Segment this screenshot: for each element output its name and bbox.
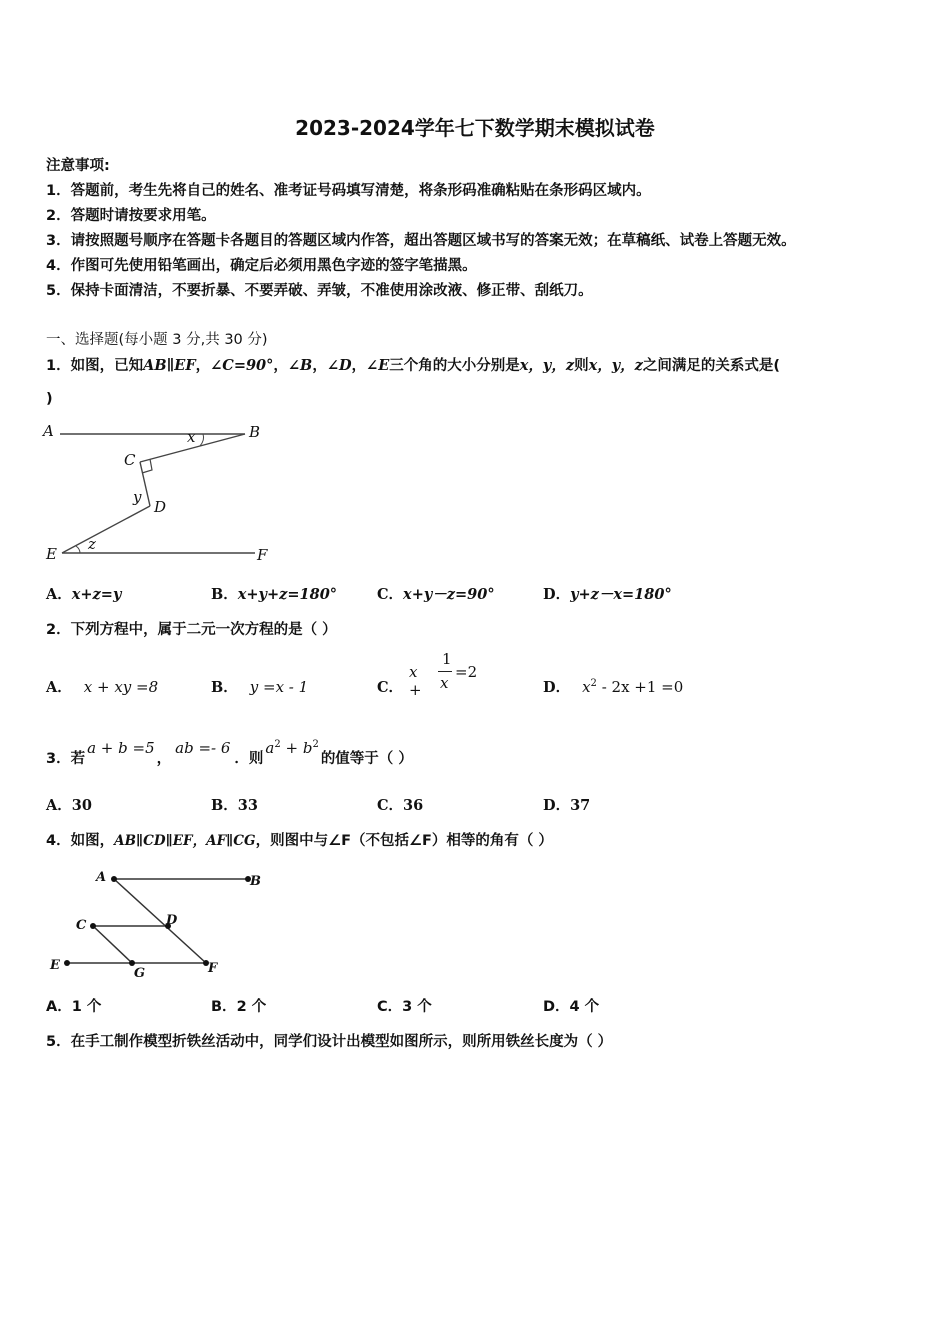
question-1-text: 1．如图，已知AB∥EF，∠C=90°，∠B，∠D，∠E三个角的大小分别是x，y，z则x，y，z之间满足的关系式是(: [46, 357, 781, 374]
q4-option-d[interactable]: D．4 个: [543, 999, 600, 1015]
point-label-a: A: [96, 870, 107, 885]
point-label-e: E: [50, 958, 60, 973]
exam-page: 2023-2024学年七下数学期末模拟试卷 注意事项: 1．答题前，考生先将自己的姓名、准考证号码填写清楚，将条形码准确粘贴在条形码区域内。 2．答题时请按要求用笔。 3．请按照题号顺序在答题卡各题目的答题区域内作答，超出答题区域书写的答案无效；在草稿纸、试卷上答题无效。 4．作图可先使用铅笔画出，确定后必须用黑色字迹的签字笔描黑。 5．保持卡面清洁，不要折暴、不要弄破、弄皱，不准使用涂改液、修正带、刮纸刀。 一、选择题(每小题 3 分,共 30 分) 1．如图，已知AB∥EF，∠C=90°，∠B，∠D，∠E三个角的大小分别是x，y，z则x，y，z之间满足的关系式是( ) A B C D E F x y z A．x+z=y B．x+y+z=180° C．x+y－z=90° D．y+z－x=180° 2．下列方程中，属于二元一次方程的是（ ） A． x + xy =8 B． y =x - 1 C． x + 1 x =2 D． $x^2 - 2x +1 =0$ 3．若a + b =5，ab =- 6．则$a^2 + b^2$的值等于（ ） A．30 B．33 C．36 D．37 4．如图，AB∥CD∥EF，AF∥CG，则图中与∠F（不包括∠F）相等的角有（ ） A B C D E G F A．1 个 B．2 个 C．3 个 D．4 个 5．在手工制作模型折铁丝活动中，同学们设计出模型如图所示，则所用铁丝长度为（ ）: [0, 0, 950, 1344]
question-4-text: 4．如图，AB∥CD∥EF，AF∥CG，则图中与∠F（不包括∠F）相等的角有（ ）: [46, 833, 553, 849]
q2-option-c[interactable]: C．: [377, 679, 404, 696]
point-label-f: F: [208, 961, 218, 976]
point-label-e: E: [46, 545, 57, 563]
q3-option-a[interactable]: A．30: [46, 797, 92, 814]
point-label-c: C: [76, 918, 87, 933]
point-label-d: D: [154, 498, 167, 516]
point-label-g: G: [134, 966, 146, 981]
line-cg: [93, 926, 132, 963]
q2-option-b[interactable]: B． y =x - 1: [211, 678, 309, 696]
notice-item: 4．作图可先使用铅笔画出，确定后必须用黑色字迹的签字笔描黑。: [46, 258, 477, 274]
notice-item: 3．请按照题号顺序在答题卡各题目的答题区域内作答，超出答题区域书写的答案无效；在草稿纸、试卷上答题无效。: [46, 233, 796, 249]
point-a: [111, 876, 117, 882]
point-label-a: A: [43, 422, 54, 440]
q1-option-b[interactable]: B．x+y+z=180°: [211, 586, 338, 603]
q4-figure: [44, 864, 274, 984]
q4-option-a[interactable]: A．1 个: [46, 999, 102, 1015]
angle-label-y: y: [133, 488, 142, 506]
point-e: [64, 960, 70, 966]
point-label-f: F: [257, 546, 268, 564]
notice-item: 2．答题时请按要求用笔。: [46, 208, 216, 224]
angle-arc-x: [200, 434, 204, 446]
q4-option-b[interactable]: B．2 个: [211, 999, 267, 1015]
q3-expression: $a^2 + b^2$: [265, 739, 319, 757]
q2-option-d[interactable]: D． $x^2 - 2x +1 =0$: [543, 678, 684, 696]
angle-label-z: z: [88, 535, 96, 553]
angle-arc-z: [76, 546, 80, 553]
point-label-b: B: [249, 423, 261, 441]
q1-option-a[interactable]: A．x+z=y: [46, 586, 122, 603]
point-c: [90, 923, 96, 929]
page-title: 2023-2024学年七下数学期末模拟试卷: [295, 116, 655, 140]
point-label-b: B: [250, 874, 261, 889]
q1-figure: [40, 418, 280, 568]
q4-option-c[interactable]: C．3 个: [377, 999, 432, 1015]
notice-item: 5．保持卡面清洁，不要折暴、不要弄破、弄皱，不准使用涂改液、修正带、刮纸刀。: [46, 283, 593, 299]
fraction-bar: [438, 671, 452, 672]
question-3-text: 3．若a + b =5，ab =- 6．则$a^2 + b^2$的值等于（ ）: [46, 739, 413, 767]
q3-option-d[interactable]: D．37: [543, 797, 591, 814]
q3-option-c[interactable]: C．36: [377, 797, 424, 814]
point-label-c: C: [124, 451, 136, 469]
q1-option-c[interactable]: C．x+y－z=90°: [377, 586, 495, 603]
angle-label-x: x: [187, 428, 196, 446]
question-2-text: 2．下列方程中，属于二元一次方程的是（ ）: [46, 622, 337, 638]
q3-option-b[interactable]: B．33: [211, 797, 258, 814]
line-af: [114, 879, 206, 963]
notice-item: 1．答题前，考生先将自己的姓名、准考证号码填写清楚，将条形码准确粘贴在条形码区域内。: [46, 183, 651, 199]
q1-option-d[interactable]: D．y+z－x=180°: [543, 586, 672, 603]
point-label-d: D: [166, 913, 178, 928]
q2-option-a[interactable]: A． x + xy =8: [46, 678, 159, 696]
section-heading: 一、选择题(每小题 3 分,共 30 分): [46, 332, 268, 348]
question-5-text: 5．在手工制作模型折铁丝活动中，同学们设计出模型如图所示，则所用铁丝长度为（ ）: [46, 1034, 613, 1050]
question-1-close: ): [46, 391, 53, 407]
line-de: [62, 506, 150, 553]
notice-heading: 注意事项:: [46, 158, 110, 174]
line-cd: [140, 462, 150, 506]
